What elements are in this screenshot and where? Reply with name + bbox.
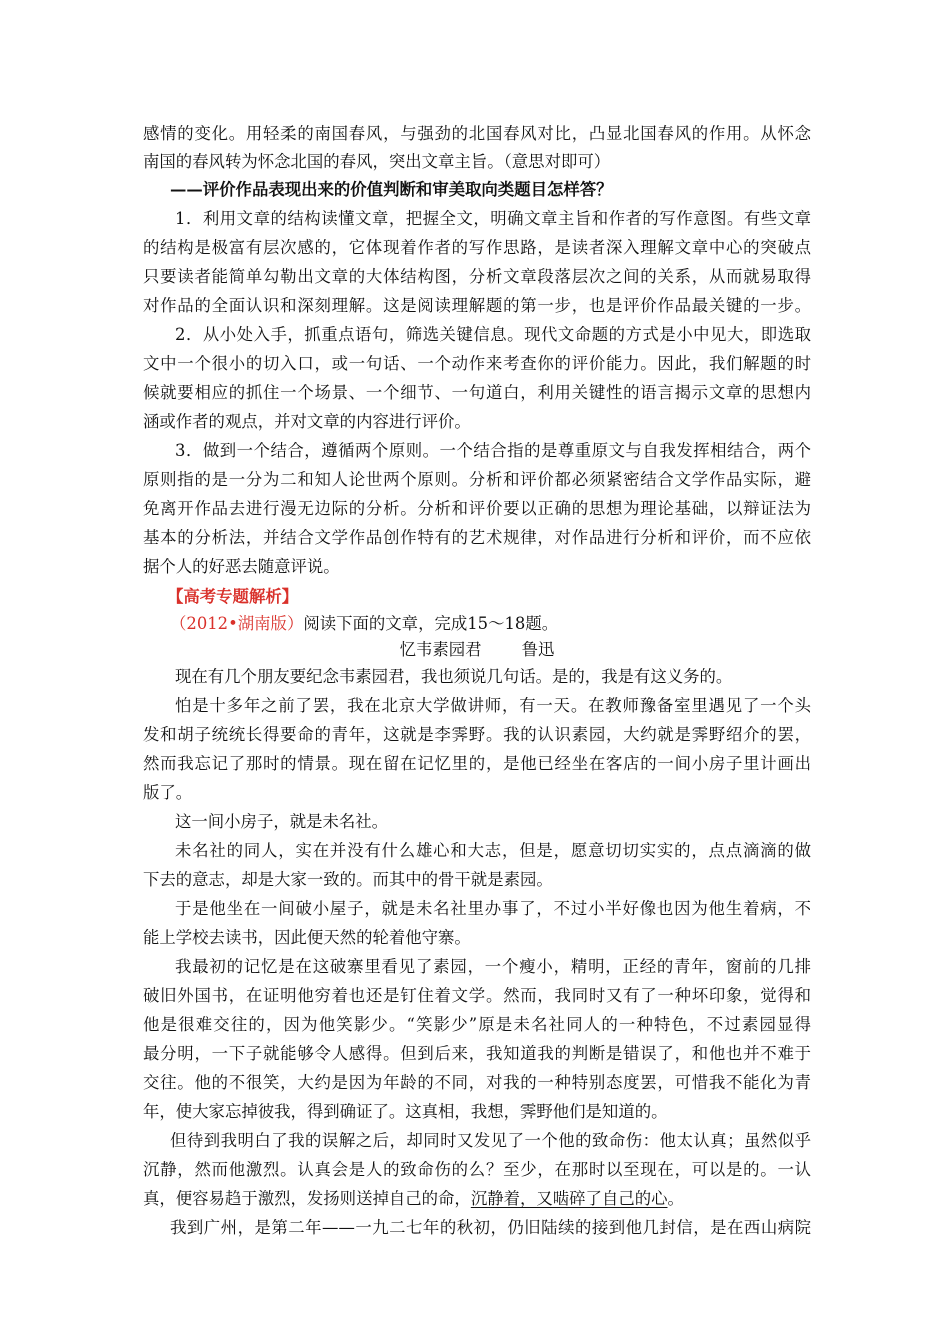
paragraph-line: 只要读者能简单勾勒出文章的大体结构图，分析文章段落层次之间的关系，从而就易取得 [143,267,811,286]
article-line: 未名社的同人，实在并没有什么雄心和大志，但是，愿意切切实实的，点点滴滴的做 [175,841,811,860]
paragraph-line: 3．做到一个结合，遵循两个原则。一个结合指的是尊重原文与自我发挥相结合，两个 [175,441,811,460]
article-line: 版了。 [143,783,193,802]
article-line: 于是他坐在一间破小屋子，就是未名社里办事了，不过小半好像也因为他生着病，不 [175,899,811,918]
article-text: 。 [667,1189,684,1208]
article-line: 下去的意志，却是大家一致的。而其中的骨干就是素园。 [143,870,553,889]
article-author: 鲁迅 [521,640,555,659]
article-line: 但待到我明白了我的误解之后，却同时又发见了一个他的致命伤：他太认真；虽然似乎 [170,1131,811,1150]
article-line: 交往。他的不很笑，大约是因为年龄的不同，对我的一种特别态度罢，可惜我不能化为青 [143,1073,811,1092]
article-line: 他是很难交往的，因为他笑影少。“笑影少”原是未名社同人的一种特色，不过素园显得 [143,1015,811,1034]
article-line [143,1189,811,1211]
article-line: 年，使大家忘掉彼我，得到确证了。这真相，我想，霁野他们是知道的。 [143,1102,668,1121]
paragraph-line: 免离开作品去进行漫无边际的分析。分析和评价要以正确的思想为理论基础，以辩证法为 [143,499,811,518]
body-text-line: 感情的变化。用轻柔的南国春风，与强劲的北国春风对比，凸显北国春风的作用。从怀念 [143,124,811,143]
article-line: 破旧外国书，在证明他穷着也还是钉住着文学。然而，我同时又有了一种坏印象，觉得和 [143,986,811,1005]
paragraph-line: 基本的分析法，并结合文学作品创作特有的艺术规律，对作品进行分析和评价，而不应依 [143,528,811,547]
paragraph-line: 据个人的好恶去随意评说。 [143,557,340,576]
article-line: 然而我忘记了那时的情景。现在留在记忆里的，是他已经坐在客店的一间小房子里计画出 [143,754,811,773]
section-heading: ——评价作品表现出来的价值判断和审美取向类题目怎样答？ [170,180,613,199]
paragraph-line: 的结构是极富有层次感的，它体现着作者的写作思路，是读者深入理解文章中心的突破点 [143,238,811,257]
article-line: 能上学校去读书，因此便天然的轮着他守寨。 [143,928,471,947]
paragraph-line: 原则指的是一分为二和知人论世两个原则。分析和评价都必须紧密结合文学作品实际，避 [143,470,811,489]
paragraph-line: 文中一个很小的切入口，或一句话、一个动作来考查你的评价能力。因此，我们解题的时 [143,354,811,373]
exam-line [170,614,810,636]
article-line: 现在有几个朋友要纪念韦素园君，我也须说几句话。是的，我是有这义务的。 [175,667,733,686]
article-line: 最分明，一下子就能够令人感得。但到后来，我知道我的判断是错误了，和他也并不难于 [143,1044,811,1063]
article-line: 怕是十多年之前了罢，我在北京大学做讲师，有一天。在教师豫备室里遇见了一个头 [175,696,811,715]
article-line: 我最初的记忆是在这破寨里看见了素园，一个瘦小，精明，正经的青年，窗前的几排 [175,957,811,976]
paragraph-line: 涵或作者的观点，并对文章的内容进行评价。 [143,412,471,431]
article-heading [143,640,811,662]
paragraph-line: 对作品的全面认识和深刻理解。这是阅读理解题的第一步，也是评价作品最关键的一步。 [143,296,811,315]
article-line: 沉静，然而他激烈。认真会是人的致命伤的么？至少，在那时以至现在，可以是的。一认 [143,1160,811,1179]
body-text-line: 南国的春风转为怀念北国的春风，突出文章主旨。（意思对即可） [143,152,611,171]
paragraph-line: 候就要相应的抓住一个场景、一个细节、一句道白，利用关键性的语言揭示文章的思想内 [143,383,811,402]
exam-instruction: 阅读下面的文章，完成15～18题。 [303,614,559,633]
paragraph-line: 1．利用文章的结构读懂文章，把握全文，明确文章主旨和作者的写作意图。有些文章 [175,209,811,228]
underlined-phrase: 沉静着，又啮碎了自己的心 [470,1189,668,1208]
article-line: 发和胡子统统长得要命的青年，这就是李霁野。我的认识素园，大约就是霁野绍介的罢， [143,725,811,744]
special-topic-heading: 【高考专题解析】 [167,587,299,606]
article-line: 这一间小房子，就是未名社。 [175,812,389,831]
article-text: 真，便容易趋于激烈，发扬则送掉自己的命， [143,1189,471,1208]
exam-source: （2012•湖南版） [170,614,304,633]
article-title: 忆韦素园君 [399,640,482,659]
paragraph-line: 2．从小处入手，抓重点语句，筛选关键信息。现代文命题的方式是小中见大，即选取 [175,325,811,344]
article-line: 我到广州，是第二年——一九二七年的秋初，仍旧陆续的接到他几封信，是在西山病院 [170,1218,811,1237]
